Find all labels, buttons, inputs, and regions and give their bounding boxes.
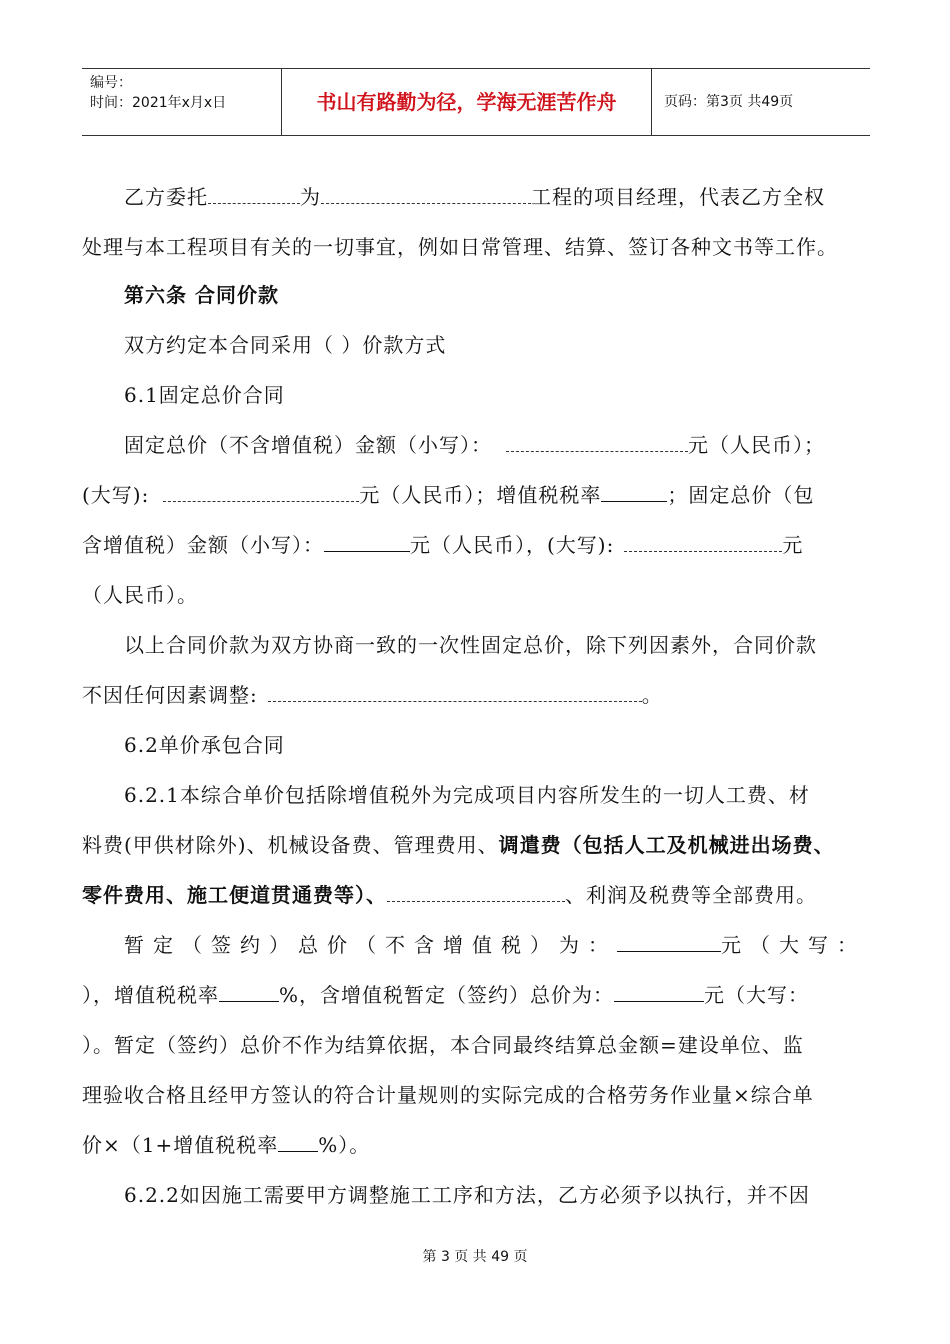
- text: 不因任何因素调整:: [82, 683, 258, 707]
- paragraph-line: [124, 182, 825, 212]
- text: 、利润及税费等全部费用。: [565, 883, 817, 907]
- text: ；固定总价（包: [667, 483, 815, 507]
- header-meta-cell: [82, 69, 282, 135]
- text: 乙方委托: [124, 185, 208, 209]
- paragraph-line: 双方约定本合同采用（ ）价款方式: [124, 333, 447, 357]
- text: %，含增值税暂定（签约）总价为：: [279, 983, 615, 1007]
- paragraph-line: [82, 480, 814, 510]
- text: 价×（1+增值税税率: [82, 1133, 279, 1157]
- text: 元（人民币）；增值税税率: [359, 483, 602, 507]
- fill-blank: [387, 881, 565, 902]
- header-motto: 书山有路勤为径，学海无涯苦作舟: [282, 69, 652, 135]
- paragraph-line: [124, 430, 825, 460]
- text: 元（大写：: [721, 933, 866, 957]
- text: 固定总价（不含增值税）金额（小写）：: [124, 433, 492, 457]
- fill-blank: [268, 681, 642, 702]
- paragraph-line: 处理与本工程项目有关的一切事宜，例如日常管理、结算、签订各种文书等工作。: [82, 235, 838, 259]
- paragraph-line: （人民币）。: [82, 583, 198, 607]
- text: ），增值税税率: [82, 983, 219, 1007]
- paragraph-line: 以上合同价款为双方协商一致的一次性固定总价，除下列因素外，合同价款: [124, 633, 817, 657]
- text: %）。: [318, 1133, 371, 1157]
- fill-blank: [617, 931, 721, 952]
- bold-text: 零件费用、施工便道贯通费等）、: [82, 883, 387, 907]
- fill-blank: [506, 431, 688, 452]
- paragraph-line: [124, 930, 866, 960]
- paragraph-line: [82, 830, 835, 860]
- paragraph-line: [82, 680, 663, 710]
- text: 暂定（签约）总价（不含增值税）为：: [124, 933, 617, 957]
- header-page-number: 页码：第3页 共49页: [664, 94, 794, 110]
- document-number: 编号：: [90, 75, 132, 91]
- paragraph-line: [82, 530, 803, 560]
- paragraph-line: 6.2.1本综合单价包括除增值税外为完成项目内容所发生的一切人工费、材: [124, 783, 810, 807]
- section-heading: 6.2单价承包合同: [124, 733, 285, 757]
- text: 元（人民币），(大写):: [410, 533, 615, 557]
- fill-blank: [321, 183, 531, 204]
- fill-blank: [601, 481, 667, 502]
- bold-text: 调遣费（包括人工及机械进出场费、: [498, 833, 835, 857]
- fill-blank: [624, 531, 782, 552]
- fill-blank: [208, 183, 300, 204]
- document-date: 时间：2021年x月x日: [90, 95, 227, 111]
- text: 为: [300, 185, 321, 209]
- fill-blank: [163, 481, 359, 502]
- text: 工程的项目经理，代表乙方全权: [531, 185, 825, 209]
- paragraph-line: ）。暂定（签约）总价不作为结算依据，本合同最终结算总金额=建设单位、监: [82, 1033, 804, 1057]
- fill-blank: [278, 1131, 318, 1152]
- paragraph-line: [82, 880, 817, 910]
- paragraph-line: [82, 1130, 370, 1160]
- page-header: [82, 68, 870, 136]
- fill-blank: [219, 981, 279, 1002]
- text: 元（人民币）；: [688, 433, 825, 457]
- text: (大写):: [82, 483, 150, 507]
- text: 料费(甲供材除外)、机械设备费、管理费用、: [82, 833, 499, 857]
- paragraph-line: 理验收合格且经甲方签认的符合计量规则的实际完成的合格劳务作业量×综合单: [82, 1083, 814, 1107]
- section-heading: 6.1固定总价合同: [124, 383, 285, 407]
- fill-blank: [614, 981, 704, 1002]
- text: 。: [641, 683, 663, 707]
- page-footer: 第 3 页 共 49 页: [422, 1249, 528, 1265]
- text: 元（大写：: [704, 983, 810, 1007]
- article-heading: 第六条 合同价款: [124, 283, 279, 307]
- text: 含增值税）金额（小写）：: [82, 533, 324, 557]
- fill-blank: [324, 531, 410, 552]
- text: 元: [782, 533, 804, 557]
- paragraph-line: [82, 980, 809, 1010]
- paragraph-line: 6.2.2如因施工需要甲方调整施工工序和方法，乙方必须予以执行，并不因: [124, 1183, 810, 1207]
